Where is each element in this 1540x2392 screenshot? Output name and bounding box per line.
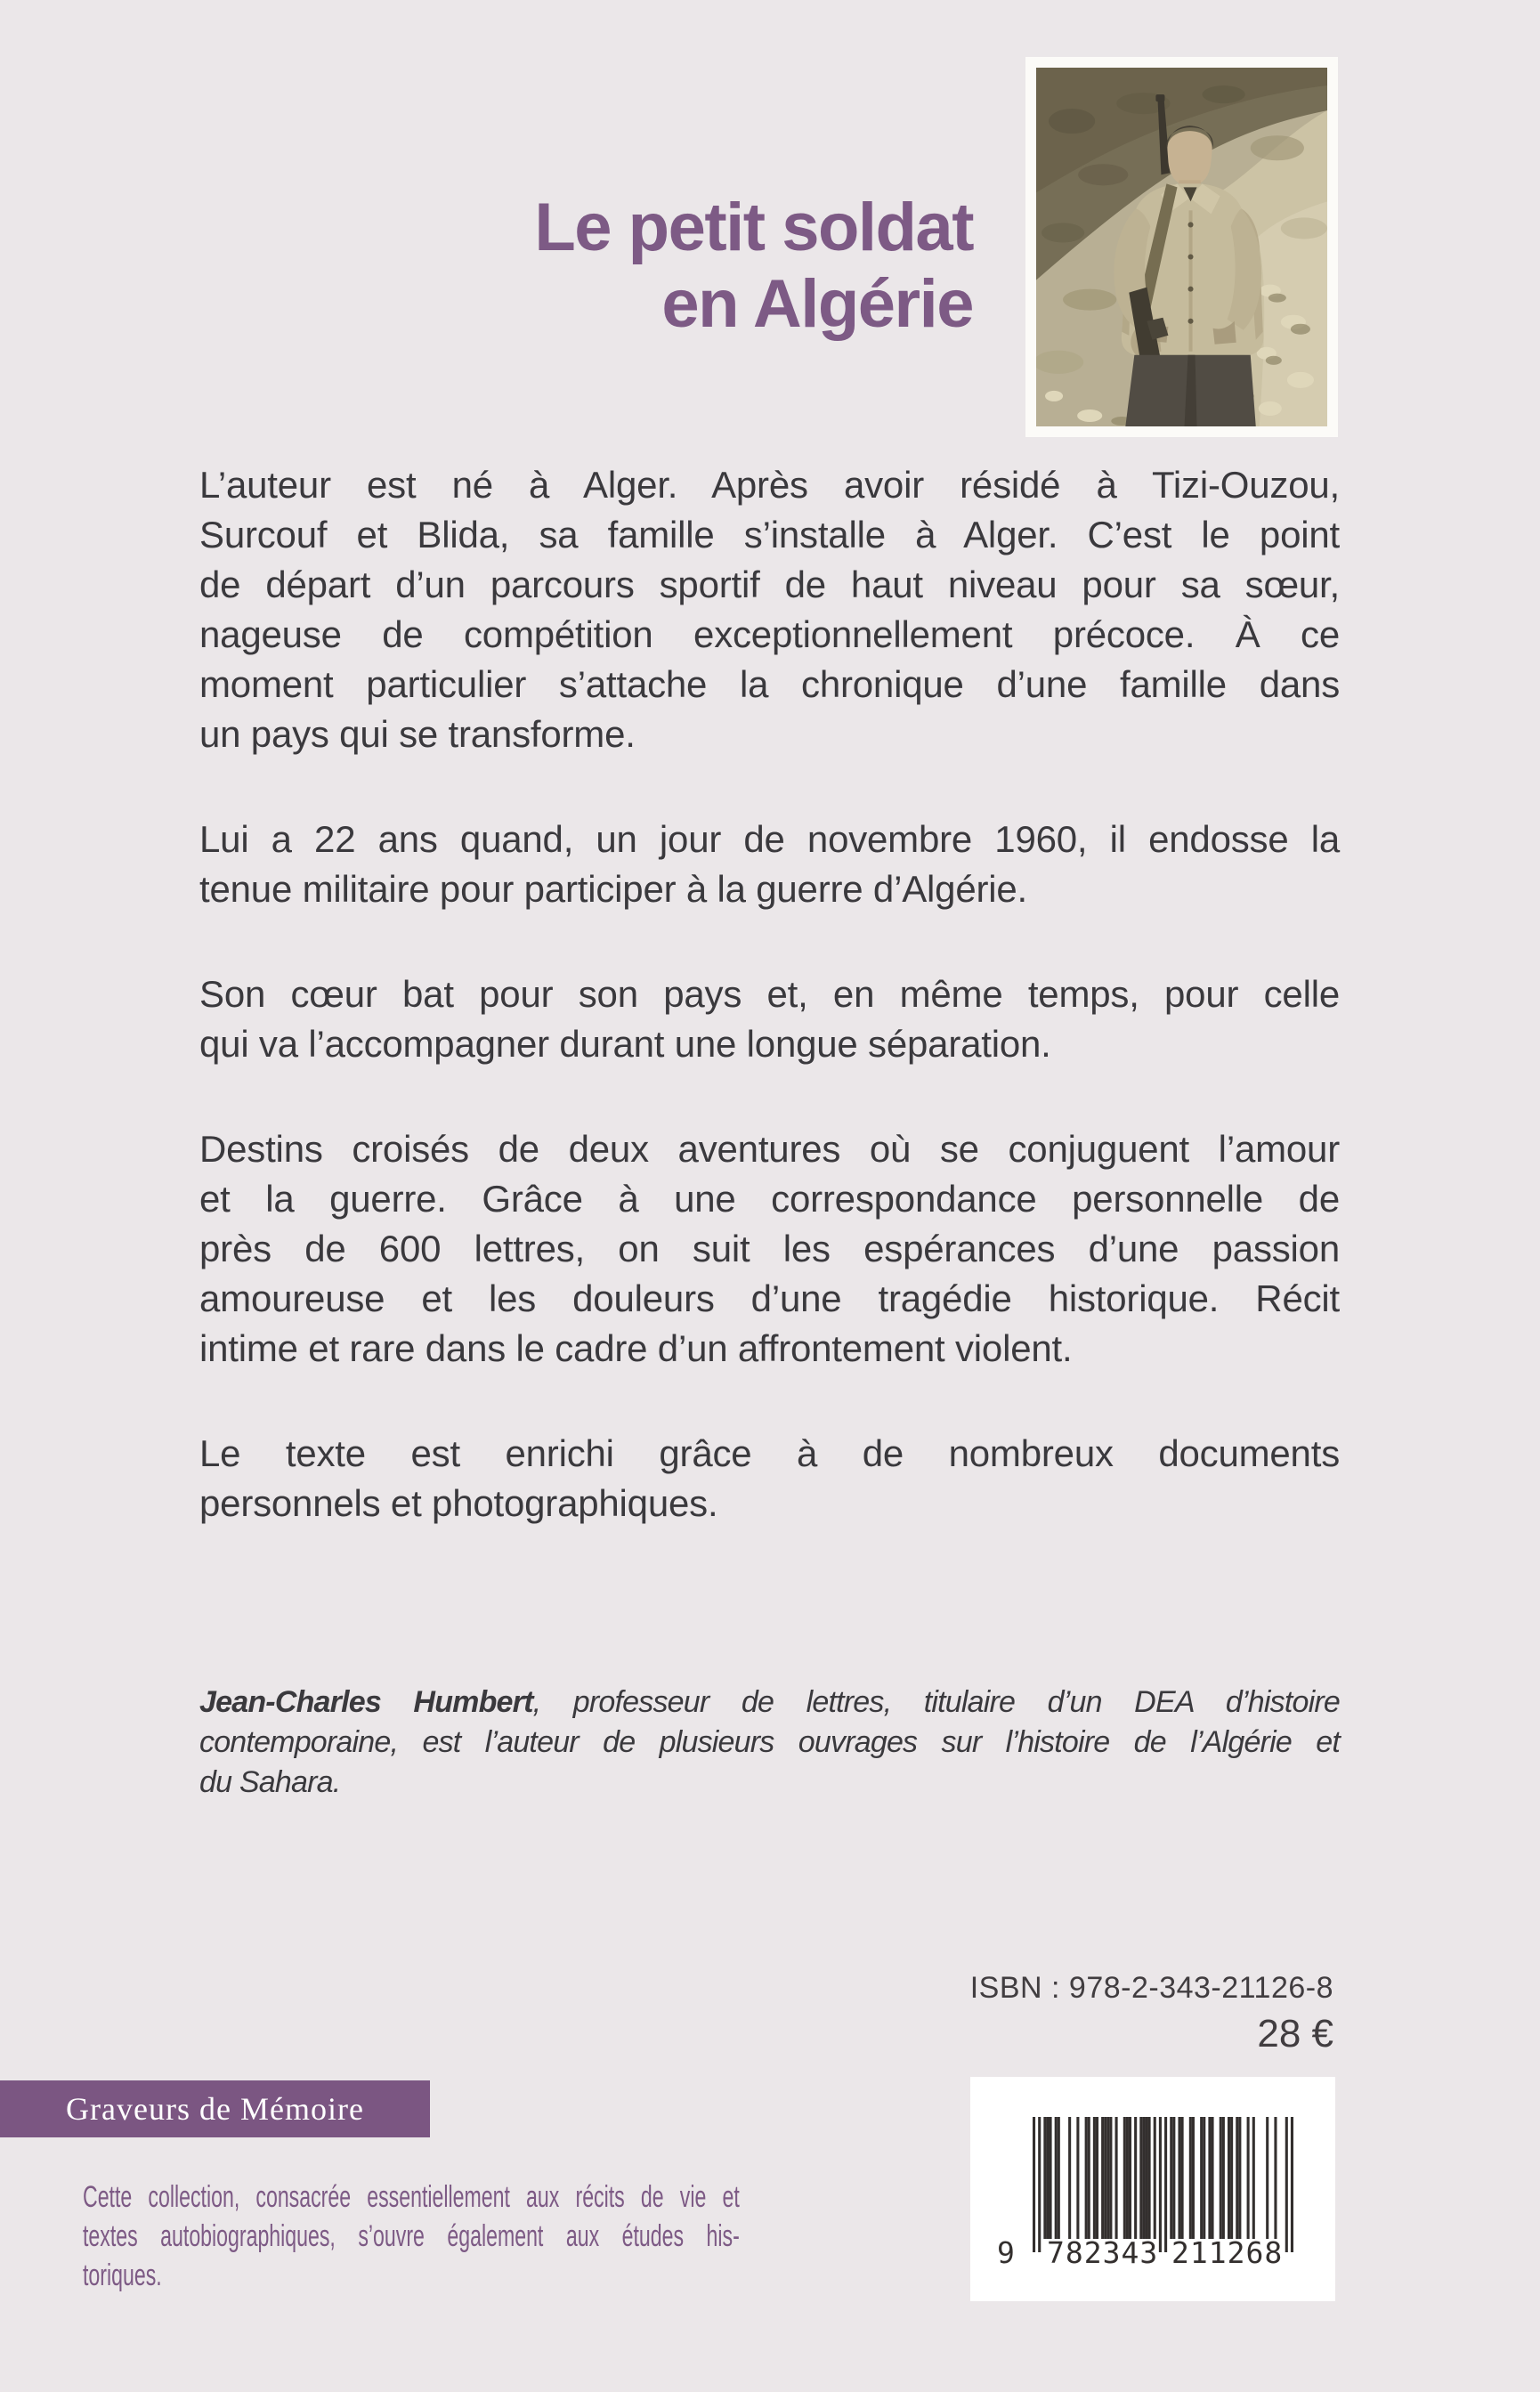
synopsis-paragraph bbox=[199, 1429, 1340, 1528]
text-line: textes autobiographiques, s’ouvre également aux études his- bbox=[83, 2219, 740, 2253]
collection-banner-label: Graveurs de Mémoire bbox=[66, 2091, 364, 2127]
synopsis-paragraph bbox=[199, 815, 1340, 914]
author-bio-line1-rest: , professeur de lettres, titulaire d’un DEA d’histoire bbox=[532, 1685, 1340, 1719]
author-photo-frame bbox=[1025, 57, 1338, 437]
collection-banner bbox=[0, 2080, 430, 2137]
barcode-first-digit: 9 bbox=[997, 2235, 1016, 2270]
price-label: 28 € bbox=[1257, 2012, 1333, 2055]
text-line: Cette collection, consacrée essentiellement aux récits de vie et bbox=[83, 2180, 740, 2214]
text-line: moment particulier s’attache la chronique d’une famille dans bbox=[199, 663, 1340, 705]
text-line: nageuse de compétition exceptionnellement précoce. À ce bbox=[199, 613, 1340, 655]
author-bio-line2: contemporaine, est l’auteur de plusieurs ouvrages sur l’histoire de l’Algérie et bbox=[199, 1725, 1340, 1759]
text-line: tenue militaire pour participer à la guerre d’Algérie. bbox=[199, 868, 1028, 910]
text-line: Lui a 22 ans quand, un jour de novembre 1960, il endosse la bbox=[199, 818, 1340, 860]
synopsis-paragraph bbox=[199, 969, 1340, 1069]
text-line: Surcouf et Blida, sa famille s’installe à Alger. C’est le point bbox=[199, 514, 1340, 555]
barcode-left-group: 782343 bbox=[1047, 2235, 1159, 2270]
text-line: et la guerre. Grâce à une correspondance personnelle de bbox=[199, 1178, 1340, 1220]
text-line: amoureuse et les douleurs d’une tragédie historique. Récit bbox=[199, 1277, 1340, 1319]
book-title-line2: en Algérie bbox=[661, 266, 973, 342]
barcode-box bbox=[970, 2077, 1335, 2301]
barcode-right-group: 211268 bbox=[1171, 2235, 1284, 2270]
book-title bbox=[534, 190, 973, 343]
text-line: personnels et photographiques. bbox=[199, 1482, 718, 1524]
text-line: de départ d’un parcours sportif de haut niveau pour sa sœur, bbox=[199, 564, 1340, 605]
text-line: L’auteur est né à Alger. Après avoir résidé à Tizi-Ouzou, bbox=[199, 464, 1340, 506]
author-bio-line1 bbox=[199, 1683, 1340, 1723]
author-bio-line3: du Sahara. bbox=[199, 1765, 341, 1799]
text-line: intime et rare dans le cadre d’un affrontement violent. bbox=[199, 1327, 1073, 1369]
text-line: toriques. bbox=[83, 2258, 162, 2292]
text-line: Son cœur bat pour son pays et, en même temps, pour celle bbox=[199, 973, 1340, 1015]
synopsis-paragraph bbox=[199, 1124, 1340, 1374]
text-line: qui va l’accompagner durant une longue séparation. bbox=[199, 1023, 1051, 1065]
isbn-label: ISBN : 978-2-343-21126-8 bbox=[969, 1971, 1333, 2005]
text-line: un pays qui se transforme. bbox=[199, 713, 636, 755]
text-line: Destins croisés de deux aventures où se conjuguent l’amour bbox=[199, 1128, 1340, 1170]
ean13-barcode bbox=[1033, 2117, 1293, 2252]
text-line: près de 600 lettres, on suit les espérances d’une passion bbox=[199, 1228, 1340, 1269]
text-line: Le texte est enrichi grâce à de nombreux documents bbox=[199, 1432, 1340, 1474]
author-bio bbox=[199, 1683, 1340, 1803]
synopsis-paragraph bbox=[199, 460, 1340, 759]
synopsis bbox=[199, 460, 1340, 1584]
soldier-photo bbox=[1036, 68, 1327, 426]
barcode-digits bbox=[970, 2235, 1335, 2271]
collection-description bbox=[83, 2177, 740, 2295]
author-name: Jean-Charles Humbert bbox=[199, 1685, 533, 1719]
book-title-line1: Le petit soldat bbox=[534, 190, 973, 265]
